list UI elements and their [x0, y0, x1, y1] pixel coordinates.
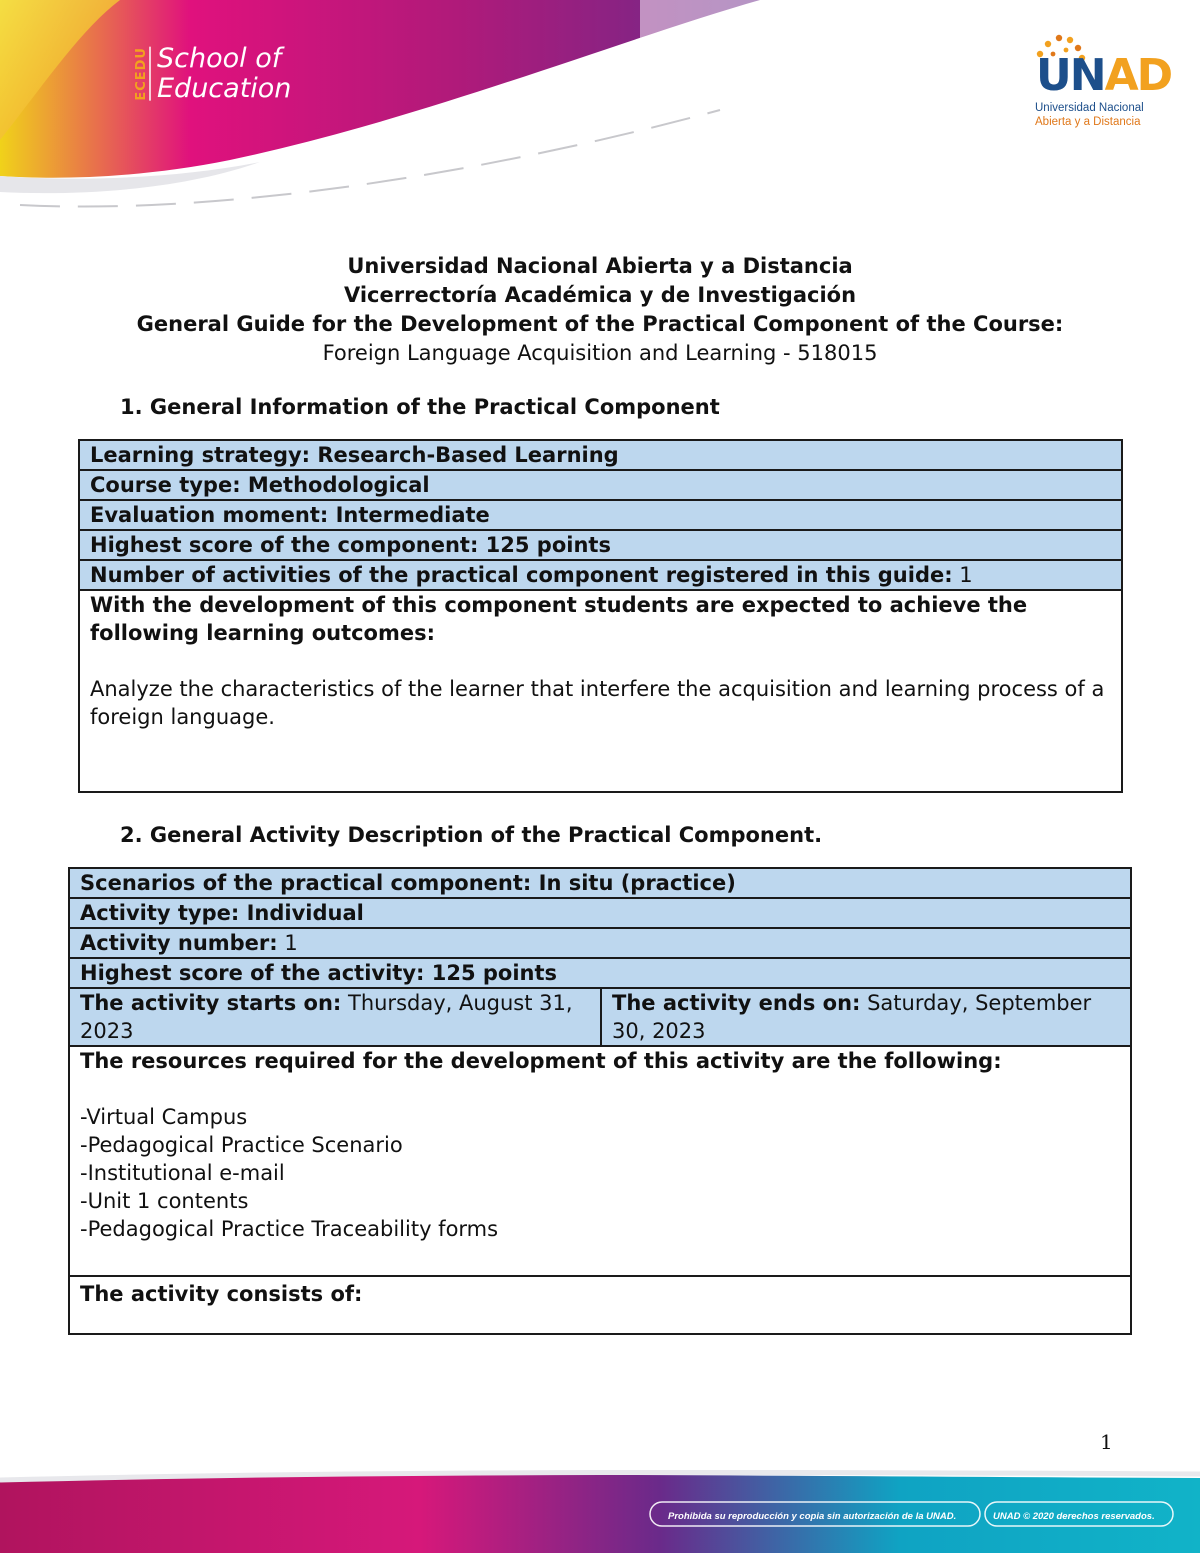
footer-notice-left: Prohibida su reproducción y copia sin autorización de la UNAD. — [668, 1511, 957, 1522]
activities-count-value: 1 — [952, 563, 973, 587]
university-name: Universidad Nacional Abierta y a Distancia — [347, 254, 853, 278]
learning-outcomes-label: With the development of this component students are expected to achieve the following learning outcomes: — [90, 593, 1028, 645]
course-type-row: Course type: Methodological — [79, 470, 1122, 500]
scenarios-row: Scenarios of the practical component: In situ (practice) — [69, 868, 1131, 898]
resources-list — [80, 1103, 1120, 1243]
activity-type-row: Activity type: Individual — [69, 898, 1131, 928]
activity-end-cell — [601, 988, 1131, 1046]
unad-logo — [1030, 30, 1170, 140]
ecedu-label: ECEDU — [128, 47, 151, 101]
evaluation-moment-row: Evaluation moment: Intermediate — [79, 500, 1122, 530]
school-of-education-logo — [128, 44, 291, 104]
section1-heading: 1. General Information of the Practical Component — [120, 395, 720, 419]
list-item: -Pedagogical Practice Traceability forms — [80, 1217, 499, 1241]
activity-number-value: 1 — [277, 931, 298, 955]
activity-start-date: Thursday, August 31, 2023 — [80, 991, 573, 1043]
activity-end-label: The activity ends on: — [612, 991, 861, 1015]
list-item: -Pedagogical Practice Scenario — [80, 1133, 403, 1157]
learning-outcomes-cell — [79, 590, 1122, 792]
general-information-table — [78, 439, 1123, 793]
page-number: 1 — [1100, 1430, 1113, 1454]
highest-score-component-row: Highest score of the component: 125 points — [79, 530, 1122, 560]
activities-count-label: Number of activities of the practical component registered in this guide: — [90, 563, 953, 587]
activity-start-cell — [69, 988, 601, 1046]
document-title-block — [0, 252, 1200, 368]
unad-wordmark: UNAD — [1036, 50, 1172, 101]
activity-description-table — [68, 867, 1132, 1335]
activities-count-row — [79, 560, 1122, 590]
resources-label: The resources required for the development of this activity are the following: — [80, 1049, 1002, 1073]
activity-consists-cell: The activity consists of: — [69, 1276, 1131, 1334]
unad-logo-line1: Universidad Nacional — [1035, 102, 1144, 114]
learning-strategy-row: Learning strategy: Research-Based Learning — [79, 440, 1122, 470]
activity-end-date: Saturday, September 30, 2023 — [612, 991, 1092, 1043]
list-item: -Virtual Campus — [80, 1105, 248, 1129]
school-logo-line1: School of — [157, 43, 282, 74]
school-logo-line2: Education — [157, 73, 292, 104]
unad-logo-line2: Abierta y a Distancia — [1035, 116, 1141, 128]
activity-start-label: The activity starts on: — [80, 991, 342, 1015]
header-banner — [0, 0, 1200, 230]
guide-title: General Guide for the Development of the Practical Component of the Course: — [136, 312, 1064, 336]
learning-outcomes-text: Analyze the characteristics of the learner that interfere the acquisition and learning process of a foreign language. — [90, 677, 1105, 729]
activity-number-label: Activity number: — [80, 931, 278, 955]
footer-notice-right: UNAD © 2020 derechos reservados. — [993, 1511, 1155, 1522]
section2-heading: 2. General Activity Description of the Practical Component. — [120, 823, 823, 847]
vice-rectorate: Vicerrectoría Académica y de Investigación — [343, 283, 857, 307]
list-item: -Institutional e-mail — [80, 1161, 285, 1185]
highest-score-activity-row: Highest score of the activity: 125 points — [69, 958, 1131, 988]
list-item: -Unit 1 contents — [80, 1189, 249, 1213]
resources-cell — [69, 1046, 1131, 1276]
activity-number-row — [69, 928, 1131, 958]
course-name: Foreign Language Acquisition and Learning - 518015 — [322, 341, 878, 365]
